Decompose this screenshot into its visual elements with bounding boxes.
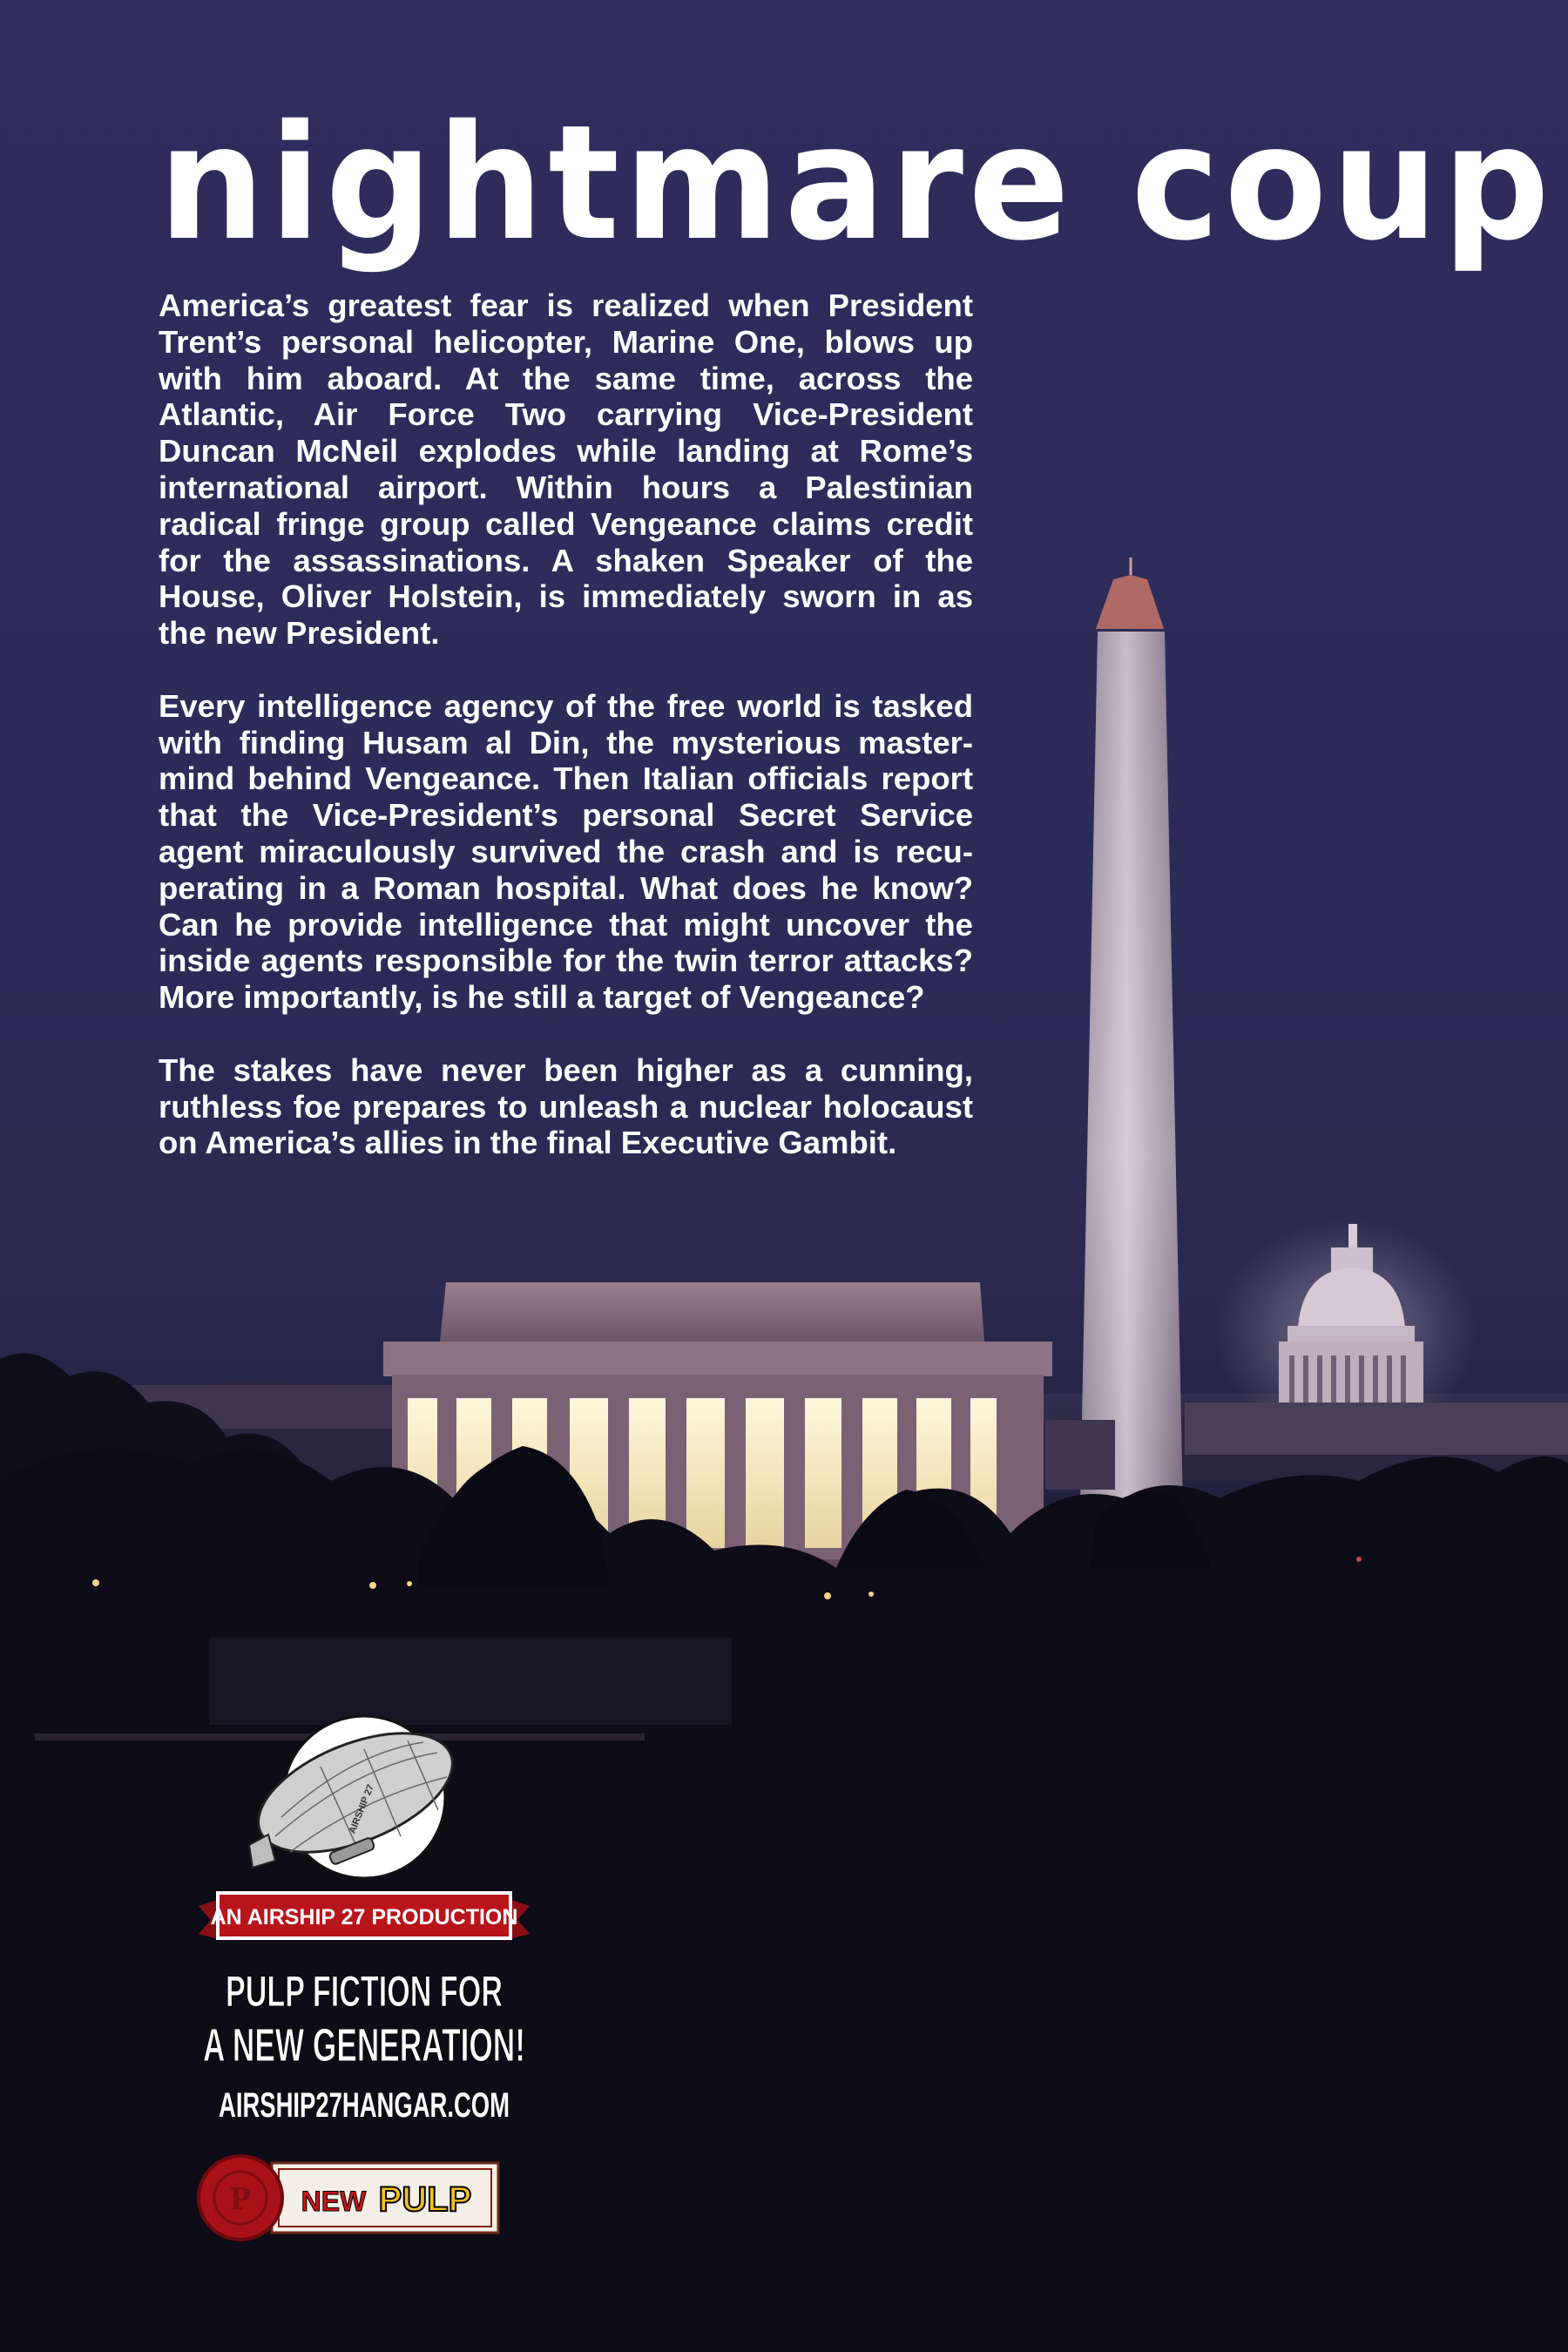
slogan-line-1: PULP FICTION FOR <box>226 1967 503 2016</box>
blurb-paragraph-2: Every intelligence agency of the free world is tasked with finding Husam al Din, the mysterious master-mind behind Vengeance. Then Italian officials report that the Vice-President’s personal Secret Service agent miraculously survived the crash and is recu-perating in a Roman hospital. What does he know? Can he provide intelligence that might uncover the inside agents responsible for the twin terror attacks? More importantly, is he still a target of Vengeance? <box>159 687 973 1016</box>
production-ribbon <box>199 1893 530 1941</box>
blurb-paragraph-1: America’s greatest fear is realized when President Trent’s personal helicopter, Marine One, blows up with him aboard. At the same time, across the Atlantic, Air Force Two carrying Vice-President Duncan McNeil explodes while landing at Rome’s international airport. Within hours a Palestinian radical fringe group called Vengeance claims credit for the assassinations. A shaken Speaker of the House, Oliver Holstein, is immediately sworn in as the new President. <box>159 287 973 652</box>
book-title: nightmare coup <box>159 91 1555 275</box>
seal-letter: P <box>230 2180 251 2217</box>
website-url: AIRSHIP27HANGAR.COM <box>219 2086 510 2125</box>
book-blurb <box>159 287 973 1198</box>
airship-label: AIRSHIP 27 <box>347 1782 376 1835</box>
badge-word-pulp: PULP <box>378 2180 472 2219</box>
washington-monument <box>1080 558 1183 1507</box>
capitol-building <box>1185 1220 1568 1455</box>
slogan-line-2: A NEW GENERATION! <box>203 2019 525 2072</box>
blurb-paragraph-3: The stakes have never been higher as a cunning, ruthless foe prepares to unleash a nuclear holocaust on America’s allies in the final Executive Gambit. <box>159 1051 973 1161</box>
ribbon-text: AN AIRSHIP 27 PRODUCTION <box>210 1905 518 1930</box>
airship27-publisher-logo <box>199 1714 530 2246</box>
new-pulp-badge <box>199 2156 498 2240</box>
badge-word-new: NEW <box>301 2186 367 2217</box>
